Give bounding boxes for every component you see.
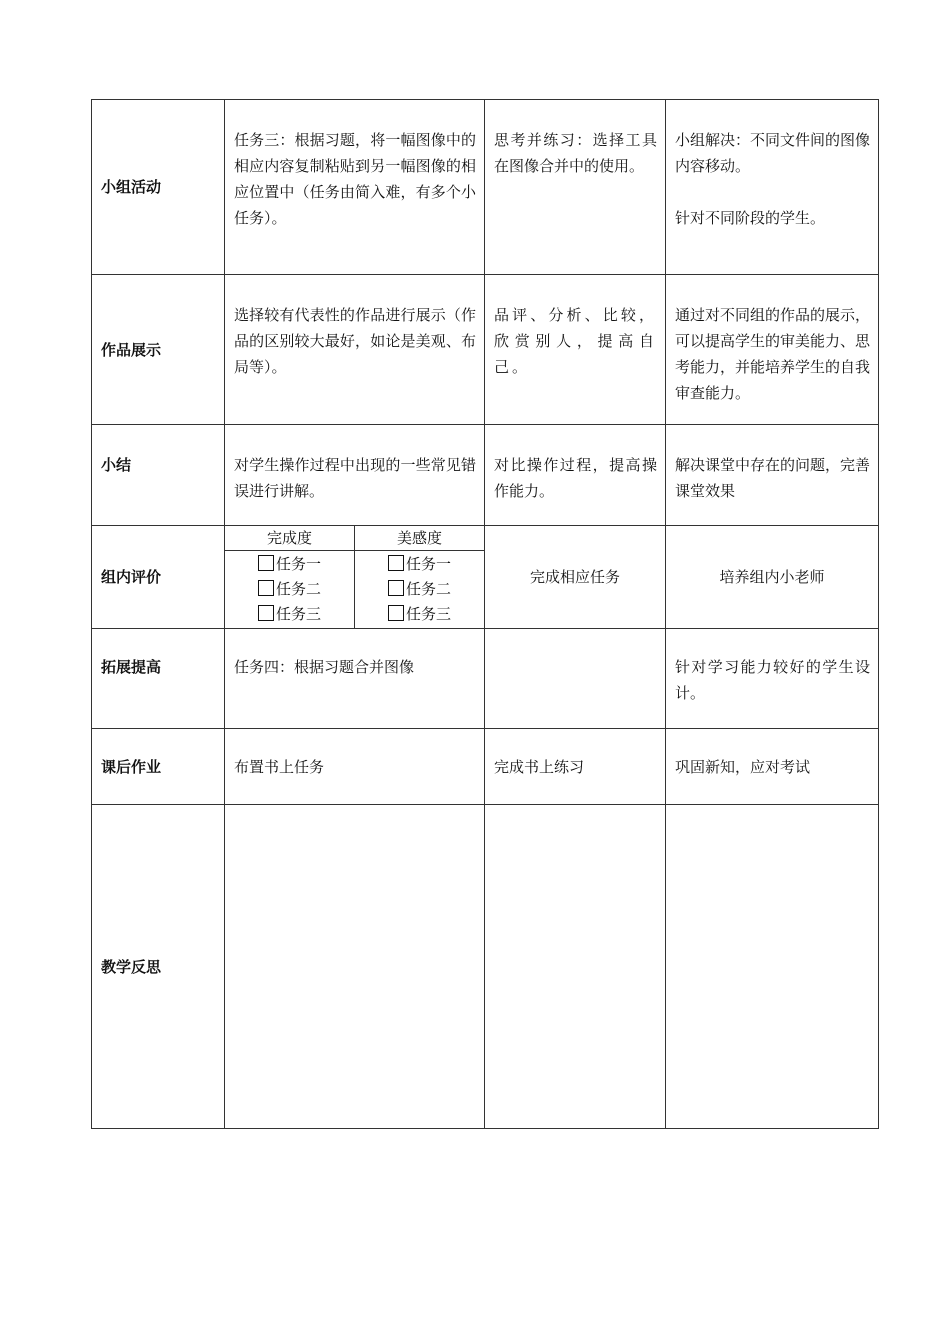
student-activity-cell: 完成相应任务: [485, 526, 666, 629]
student-activity-cell: 品评、分析、比较，欣赏别人，提高自己。: [485, 275, 666, 425]
row-label: 课后作业: [92, 729, 225, 805]
teacher-activity-cell: 任务四：根据习题合并图像: [225, 629, 485, 729]
checkbox-item[interactable]: 任务一: [388, 552, 451, 577]
student-activity-cell: 思考并练习：选择工具在图像合并中的使用。: [485, 100, 666, 275]
design-intent-cell: [666, 100, 879, 275]
checkbox-icon[interactable]: [388, 555, 404, 571]
design-intent-cell: 巩固新知，应对考试: [666, 729, 879, 805]
checkbox-icon[interactable]: [258, 605, 274, 621]
design-intent-cell: 解决课堂中存在的问题，完善课堂效果: [666, 425, 879, 526]
table-row: [92, 729, 879, 805]
design-intent-cell: [666, 805, 879, 1129]
table-row: [92, 805, 879, 1129]
checkbox-icon[interactable]: [388, 580, 404, 596]
checkbox-item[interactable]: 任务三: [258, 602, 321, 627]
checkbox-item[interactable]: 任务二: [388, 577, 451, 602]
evaluation-grid: [225, 526, 484, 628]
checkbox-icon[interactable]: [388, 605, 404, 621]
teacher-activity-cell: 选择较有代表性的作品进行展示（作品的区别较大最好，如论是美观、布局等）。: [225, 275, 485, 425]
aesthetics-checklist: [355, 551, 484, 628]
design-intent-text: 针对不同阶段的学生。: [675, 209, 826, 227]
row-label: 拓展提高: [92, 629, 225, 729]
evaluation-cell: [225, 526, 485, 629]
lesson-plan-table: [91, 99, 879, 1129]
checkbox-item[interactable]: 任务二: [258, 577, 321, 602]
teacher-activity-cell: 任务三：根据习题，将一幅图像中的相应内容复制粘贴到另一幅图像的相应位置中（任务由简入难，有多个小任务）。: [225, 100, 485, 275]
design-intent-cell: 培养组内小老师: [666, 526, 879, 629]
teacher-activity-cell: 对学生操作过程中出现的一些常见错误进行讲解。: [225, 425, 485, 526]
design-intent-cell: 针对学习能力较好的学生设计。: [666, 629, 879, 729]
row-label: 教学反思: [92, 805, 225, 1129]
row-label: 组内评价: [92, 526, 225, 629]
checkbox-item[interactable]: 任务一: [258, 552, 321, 577]
design-intent-cell: 通过对不同组的作品的展示，可以提高学生的审美能力、思考能力，并能培养学生的自我审查能力。: [666, 275, 879, 425]
table-row: [92, 526, 879, 629]
student-activity-cell: 完成书上练习: [485, 729, 666, 805]
teacher-activity-cell: [225, 805, 485, 1129]
table-row: [92, 425, 879, 526]
row-label: 小结: [92, 425, 225, 526]
checkbox-icon[interactable]: [258, 555, 274, 571]
teacher-activity-cell: 布置书上任务: [225, 729, 485, 805]
table-row: [92, 100, 879, 275]
checkbox-item[interactable]: 任务三: [388, 602, 451, 627]
row-label: 作品展示: [92, 275, 225, 425]
design-intent-text: 小组解决：不同文件间的图像内容移动。: [675, 131, 871, 175]
student-activity-cell: [485, 805, 666, 1129]
completion-header: 完成度: [225, 526, 355, 550]
table-row: [92, 629, 879, 729]
completion-checklist: [225, 551, 355, 628]
row-label: 小组活动: [92, 100, 225, 275]
student-activity-cell: [485, 629, 666, 729]
aesthetics-header: 美感度: [396, 529, 442, 547]
table-row: [92, 275, 879, 425]
checkbox-icon[interactable]: [258, 580, 274, 596]
student-activity-cell: 对比操作过程，提高操作能力。: [485, 425, 666, 526]
